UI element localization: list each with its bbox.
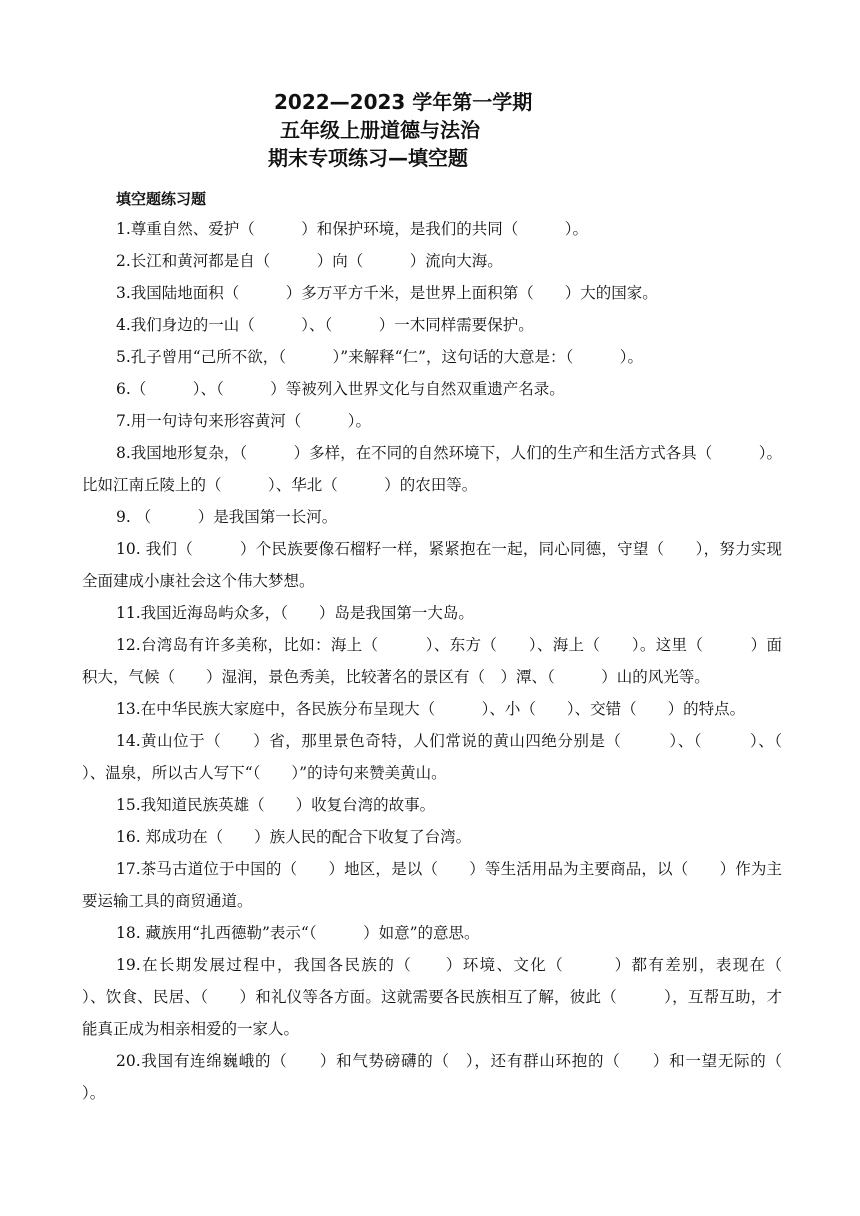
question-item: 4.我们身边的一山（ ）、（ ）一木同样需要保护。 xyxy=(116,316,534,334)
title-subject: 五年级上册道德与法治 xyxy=(280,118,480,142)
question-item: 12.台湾岛有许多美称，比如：海上（ ）、东方（ ）、海上（ ）。这里（ ）面积大，气候（ ）湿润，景色秀美，比较著名的景区有（ ）潭、（ ）山的风光等。 xyxy=(82,636,782,686)
question-item: 17.茶马古道位于中国的（ ）地区，是以（ ）等生活用品为主要商品，以（ ）作为主要运输工具的商贸通道。 xyxy=(82,860,782,910)
question-item: 9. （ ）是我国第一长河。 xyxy=(116,508,338,526)
question-item: 18. 藏族用“扎西德勒”表示“（ ）如意”的意思。 xyxy=(116,924,480,942)
question-item: 7.用一句诗句来形容黄河（ ）。 xyxy=(116,412,372,430)
question-item: 8.我国地形复杂，（ ）多样，在不同的自然环境下，人们的生产和生活方式各具（ ）。比如江南丘陵上的（ ）、华北（ ）的农田等。 xyxy=(82,444,782,494)
question-item: 16. 郑成功在（ ）族人民的配合下收复了台湾。 xyxy=(116,828,472,846)
question-item: 2.长江和黄河都是自（ ）向（ ）流向大海。 xyxy=(116,252,503,270)
question-list xyxy=(82,213,829,1109)
question-item: 5.孔子曾用“己所不欲，（ ）”来解释“仁”，这句话的大意是：（ ）。 xyxy=(116,348,643,366)
question-item: 3.我国陆地面积（ ）多万平方千米，是世界上面积第（ ）大的国家。 xyxy=(116,284,658,302)
question-item: 14.黄山位于（ ）省，那里景色奇特，人们常说的黄山四绝分别是（ ）、（ ）、（ ）、温泉，所以古人写下“（ ）”的诗句来赞美黄山。 xyxy=(82,732,814,782)
question-item: 11.我国近海岛屿众多，（ ）岛是我国第一大岛。 xyxy=(116,604,474,622)
question-item: 20.我国有连绵巍峨的（ ）和气势磅礴的（ ），还有群山环抱的（ ）和一望无际的（ ）。 xyxy=(82,1052,829,1102)
question-item: 10. 我们（ ）个民族要像石榴籽一样，紧紧抱在一起，同心同德，守望（ ），努力实现全面建成小康社会这个伟大梦想。 xyxy=(82,540,782,590)
question-item: 15.我知道民族英雄（ ）收复台湾的故事。 xyxy=(116,796,436,814)
question-item: 13.在中华民族大家庭中，各民族分布呈现大（ ）、小（ ）、交错（ ）的特点。 xyxy=(116,700,746,718)
question-item: 19.在长期发展过程中，我国各民族的（ ）环境、文化（ ）都有差别，表现在（ ）、饮食、民居、（ ）和礼仪等各方面。这就需要各民族相互了解，彼此（ ），互帮互助，才能真正成为相亲相爱的一家人。 xyxy=(82,956,814,1038)
section-heading: 填空题练习题 xyxy=(116,190,207,208)
title-exercise-type: 期末专项练习—填空题 xyxy=(268,146,468,170)
title-school-year: 2022—2023 学年第一学期 xyxy=(274,90,533,114)
document-title xyxy=(250,88,550,172)
question-item: 6.（ ）、（ ）等被列入世界文化与自然双重遗产名录。 xyxy=(116,380,565,398)
question-item: 1.尊重自然、爱护（ ）和保护环境，是我们的共同（ ）。 xyxy=(116,220,589,238)
